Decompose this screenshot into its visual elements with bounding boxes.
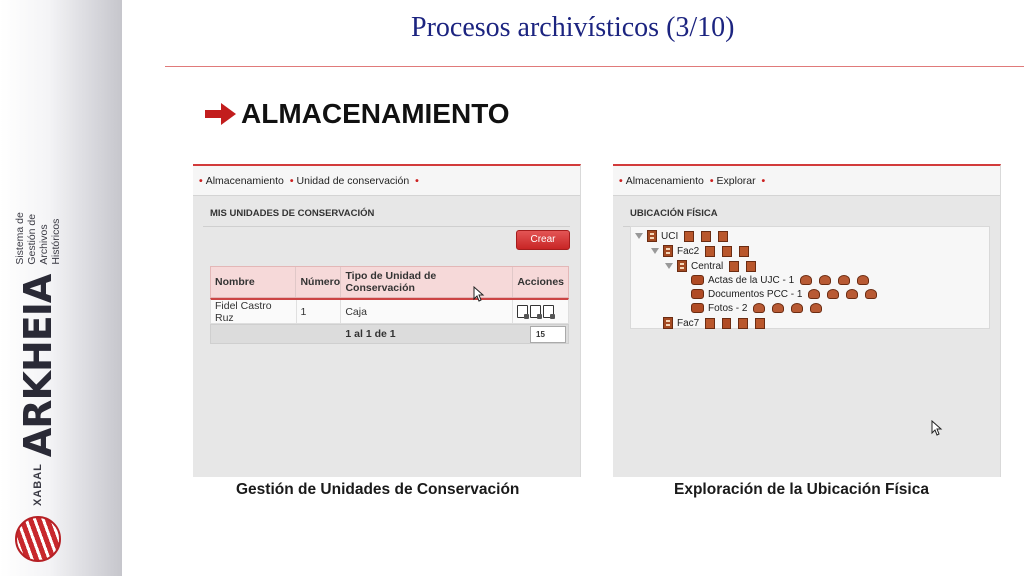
tree-node-fotos[interactable] bbox=[691, 301, 829, 315]
breadcrumb: • Almacenamiento • Explorar • bbox=[613, 166, 1000, 196]
delete-icon[interactable] bbox=[543, 305, 554, 318]
edit-box-icon[interactable] bbox=[772, 303, 784, 313]
column-header-actions: Acciones bbox=[517, 276, 564, 288]
add-building-icon[interactable] bbox=[684, 231, 694, 242]
move-box-icon[interactable] bbox=[791, 303, 803, 313]
delete-box-icon[interactable] bbox=[857, 275, 869, 285]
section-heading: ALMACENAMIENTO bbox=[241, 98, 510, 129]
pagination-bar bbox=[210, 324, 569, 344]
tagline-line-2: Archivos Históricos bbox=[38, 218, 62, 265]
edit-icon[interactable] bbox=[722, 246, 732, 257]
expand-toggle-icon[interactable] bbox=[665, 263, 673, 269]
cell-name: Fidel Castro Ruz bbox=[211, 300, 297, 323]
brand-sidebar bbox=[0, 0, 122, 576]
pagination-text: 1 al 1 de 1 bbox=[345, 328, 396, 340]
tagline-line-1: Sistema de Gestión de bbox=[14, 212, 38, 265]
page-size-input[interactable]: 15 bbox=[530, 326, 566, 343]
delete-icon[interactable] bbox=[755, 318, 765, 329]
column-header-name[interactable]: Nombre bbox=[211, 267, 296, 297]
building-icon bbox=[663, 245, 673, 257]
caption-left: Gestión de Unidades de Conservación bbox=[236, 481, 520, 498]
tree-label: Documentos PCC - 1 bbox=[708, 288, 803, 300]
tree-node-actas[interactable] bbox=[691, 273, 876, 287]
expand-toggle-icon[interactable] bbox=[651, 248, 659, 254]
units-table bbox=[210, 266, 569, 344]
brand-logo-block bbox=[8, 210, 68, 570]
cell-actions bbox=[513, 300, 568, 323]
brand-name: ARKHEIA bbox=[16, 274, 60, 458]
delete-box-icon[interactable] bbox=[810, 303, 822, 313]
panel-title: MIS UNIDADES DE CONSERVACIÓN bbox=[210, 208, 375, 219]
tree-node-central[interactable] bbox=[665, 259, 763, 273]
box-icon bbox=[691, 275, 704, 285]
expand-toggle-icon[interactable] bbox=[635, 233, 643, 239]
tree-label: Actas de la UJC - 1 bbox=[708, 274, 795, 286]
edit-building-icon[interactable] bbox=[701, 231, 711, 242]
location-screenshot bbox=[613, 164, 1001, 477]
delete-box-icon[interactable] bbox=[865, 289, 877, 299]
add-icon[interactable] bbox=[729, 261, 739, 272]
arkheia-logo-icon bbox=[15, 516, 61, 562]
institution-icon bbox=[647, 230, 657, 242]
company-name: XABAL bbox=[32, 463, 44, 506]
move-box-icon[interactable] bbox=[846, 289, 858, 299]
breadcrumb-item-explore[interactable]: Explorar bbox=[716, 175, 756, 187]
mouse-cursor-icon bbox=[931, 420, 943, 436]
edit-icon[interactable] bbox=[530, 305, 541, 318]
add-icon[interactable] bbox=[705, 246, 715, 257]
edit-icon[interactable] bbox=[746, 261, 756, 272]
delete-icon[interactable] bbox=[739, 246, 749, 257]
location-tree bbox=[630, 226, 990, 329]
breadcrumb-item-storage[interactable]: Almacenamiento bbox=[205, 175, 284, 187]
tree-label: Fac7 bbox=[677, 317, 700, 329]
delete-building-icon[interactable] bbox=[718, 231, 728, 242]
add-box-icon[interactable] bbox=[753, 303, 765, 313]
building-icon bbox=[663, 317, 673, 329]
mouse-cursor-icon bbox=[473, 286, 485, 302]
table-header bbox=[210, 266, 569, 298]
units-screenshot bbox=[193, 164, 581, 477]
section-row bbox=[203, 98, 510, 130]
slide-title: Procesos archivísticos (3/10) bbox=[411, 12, 735, 43]
tree-label: Central bbox=[691, 260, 724, 272]
column-header-number[interactable]: Número bbox=[296, 267, 341, 297]
create-button[interactable]: Crear bbox=[516, 230, 570, 250]
brand-tagline bbox=[14, 210, 62, 265]
cell-type: Caja bbox=[341, 300, 513, 323]
box-icon bbox=[691, 289, 704, 299]
caption-right: Exploración de la Ubicación Física bbox=[674, 481, 929, 498]
edit-box-icon[interactable] bbox=[827, 289, 839, 299]
breadcrumb-item-unit[interactable]: Unidad de conservación bbox=[296, 175, 410, 187]
view-icon[interactable] bbox=[517, 305, 528, 318]
trash-icon[interactable] bbox=[722, 318, 731, 329]
add-box-icon[interactable] bbox=[808, 289, 820, 299]
title-divider bbox=[165, 66, 1024, 67]
tree-node-fac2[interactable] bbox=[651, 244, 756, 258]
edit-icon[interactable] bbox=[738, 318, 748, 329]
move-box-icon[interactable] bbox=[838, 275, 850, 285]
add-box-icon[interactable] bbox=[800, 275, 812, 285]
breadcrumb: • Almacenamiento • Unidad de conservación • bbox=[193, 166, 580, 196]
tree-node-documentos[interactable] bbox=[691, 287, 884, 301]
tree-node-fac7[interactable] bbox=[663, 316, 772, 330]
breadcrumb-item-storage[interactable]: Almacenamiento bbox=[625, 175, 704, 187]
column-header-type[interactable]: Tipo de Unidad de Conservación bbox=[341, 267, 513, 297]
tree-label: UCI bbox=[661, 230, 679, 242]
tree-label: Fotos - 2 bbox=[708, 302, 748, 314]
deposit-icon bbox=[677, 260, 687, 272]
panel-title: UBICACIÓN FÍSICA bbox=[630, 208, 718, 219]
edit-box-icon[interactable] bbox=[819, 275, 831, 285]
box-icon bbox=[691, 303, 704, 313]
tree-node-uci[interactable] bbox=[635, 229, 735, 243]
arrow-right-icon bbox=[203, 99, 239, 129]
cell-number: 1 bbox=[297, 300, 342, 323]
tree-label: Fac2 bbox=[677, 245, 700, 257]
table-row[interactable] bbox=[210, 298, 569, 324]
add-icon[interactable] bbox=[705, 318, 715, 329]
panel-divider bbox=[203, 226, 570, 227]
